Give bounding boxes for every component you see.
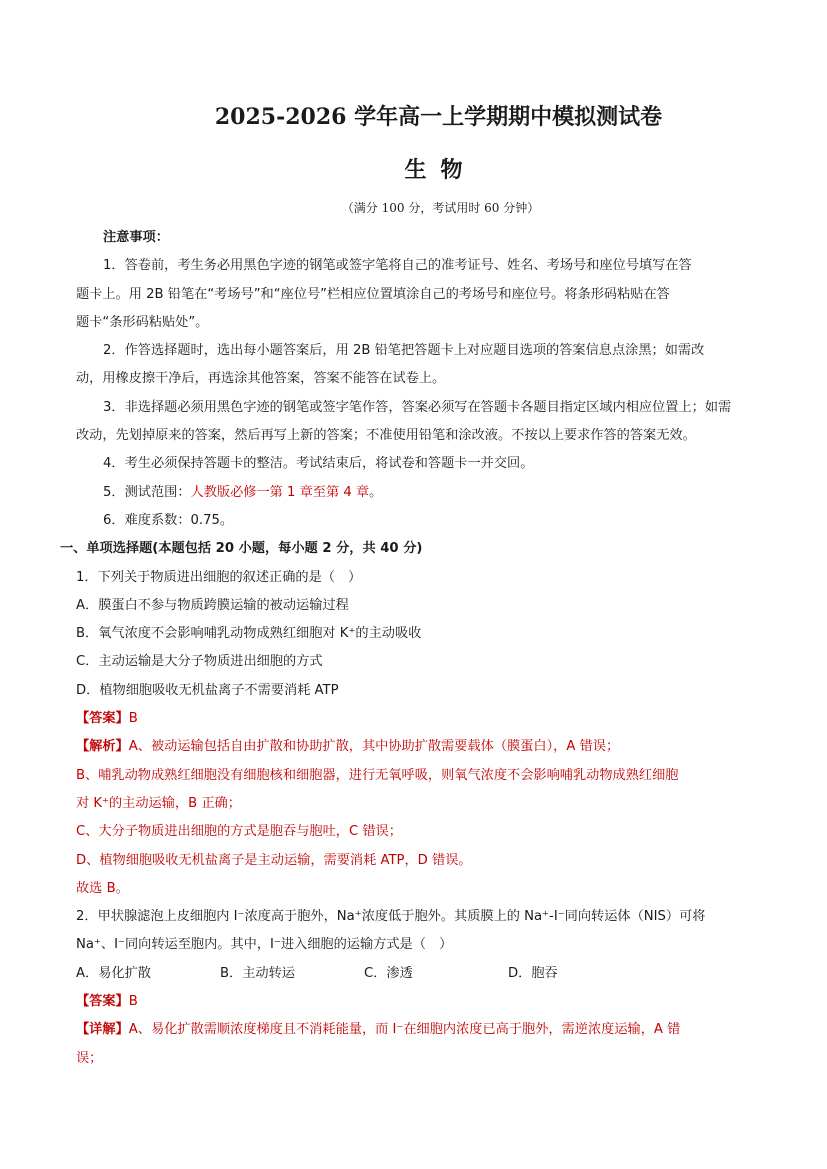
notice-line: 改动，先划掉原来的答案，然后再写上新的答案；不准使用铅笔和涂改液。不按以上要求作答的答案无效。 bbox=[76, 428, 696, 444]
q2-detail bbox=[76, 1016, 748, 1044]
q2-stem: 2．甲状腺滤泡上皮细胞内 I⁻浓度高于胞外，Na⁺浓度低于胞外。其质膜上的 Na⁺-I⁻同向转运体（NIS）可将 bbox=[76, 909, 706, 925]
notice-heading: 注意事项： bbox=[103, 230, 169, 245]
scope-prefix: 5．测试范围： bbox=[103, 484, 191, 500]
notice-line: 4．考生必须保持答题卡的整洁。考试结束后，将试卷和答题卡一并交回。 bbox=[103, 456, 534, 472]
notice-line: 动，用橡皮擦干净后，再选涂其他答案，答案不能答在试卷上。 bbox=[76, 371, 446, 387]
q1-stem: 1．下列关于物质进出细胞的叙述正确的是（ ） bbox=[76, 569, 362, 585]
notice-line: 2．作答选择题时，选出每小题答案后，用 2B 铅笔把答题卡上对应题目选项的答案信息点涂黑；如需改 bbox=[103, 343, 705, 359]
scope-value: 人教版必修一第 1 章至第 4 章 bbox=[190, 484, 370, 500]
notice-scope bbox=[76, 479, 748, 507]
q2-options bbox=[76, 960, 748, 988]
analysis-line: A、被动运输包括自由扩散和协助扩散，其中协助扩散需要载体（膜蛋白），A 错误； bbox=[128, 739, 620, 755]
q2-stem: Na⁺、I⁻同向转运至胞内。其中，I⁻进入细胞的运输方式是（ ） bbox=[76, 937, 453, 953]
analysis-line: 对 K⁺的主动运输，B 正确； bbox=[76, 795, 241, 811]
analysis-line: B、哺乳动物成熟红细胞没有细胞核和细胞器，进行无氧呼吸，则氧气浓度不会影响哺乳动物成熟红细胞 bbox=[76, 767, 679, 783]
answer-label: 【答案】 bbox=[76, 711, 129, 727]
detail-line: 误； bbox=[76, 1050, 103, 1066]
exam-body bbox=[60, 224, 748, 1073]
q2-option-c: C．渗透 bbox=[364, 965, 413, 981]
q2-option-d: D．胞吞 bbox=[508, 965, 558, 981]
notice-line: 题卡上。用 2B 铅笔在“考场号”和“座位号”栏相应位置填涂自己的考场号和座位号。将条形码粘贴在答 bbox=[76, 286, 670, 302]
q2-option-b: B．主动转运 bbox=[220, 965, 295, 981]
analysis-label: 【解析】 bbox=[76, 739, 129, 755]
answer-value: B bbox=[128, 711, 138, 727]
exam-subject: 生物 bbox=[404, 157, 477, 183]
q1-option-a: A．膜蛋白不参与物质跨膜运输的被动运输过程 bbox=[76, 597, 349, 613]
exam-title: 2025-2026 学年高一上学期期中模拟测试卷 bbox=[214, 104, 663, 130]
analysis-line: 故选 B。 bbox=[76, 880, 129, 896]
notice-line: 3．非选择题必须用黑色字迹的钢笔或签字笔作答，答案必须写在答题卡各题目指定区域内相应位置上；如需 bbox=[103, 399, 732, 415]
section-heading: 一、单项选择题(本题包括 20 小题，每小题 2 分，共 40 分) bbox=[60, 541, 423, 557]
q1-answer bbox=[76, 705, 748, 733]
q1-option-b: B．氧气浓度不会影响哺乳动物成熟红细胞对 K⁺的主动吸收 bbox=[76, 626, 422, 642]
q1-analysis bbox=[76, 733, 748, 761]
detail-line: A、易化扩散需顺浓度梯度且不消耗能量，而 I⁻在细胞内浓度已高于胞外，需逆浓度运输，A 错 bbox=[128, 1022, 681, 1038]
q2-answer bbox=[76, 988, 748, 1016]
answer-value: B bbox=[128, 994, 138, 1010]
notice-difficulty: 6．难度系数：0.75。 bbox=[103, 512, 234, 528]
q1-option-c: C．主动运输是大分子物质进出细胞的方式 bbox=[76, 654, 323, 670]
analysis-line: C、大分子物质进出细胞的方式是胞吞与胞吐，C 错误； bbox=[76, 824, 402, 840]
analysis-line: D、植物细胞吸收无机盐离子是主动运输，需要消耗 ATP，D 错误。 bbox=[76, 852, 472, 868]
notice-line: 1．答卷前，考生务必用黑色字迹的钢笔或签字笔将自己的准考证号、姓名、考场号和座位号填写在答 bbox=[103, 258, 692, 274]
detail-label: 【详解】 bbox=[76, 1022, 129, 1038]
scope-suffix: 。 bbox=[369, 484, 383, 500]
q2-option-a: A．易化扩散 bbox=[76, 965, 151, 981]
q1-option-d: D．植物细胞吸收无机盐离子不需要消耗 ATP bbox=[76, 682, 339, 698]
notice-line: 题卡“条形码粘贴处”。 bbox=[76, 314, 209, 330]
exam-meta: （满分 100 分，考试用时 60 分钟） bbox=[341, 201, 540, 215]
answer-label: 【答案】 bbox=[76, 994, 129, 1010]
